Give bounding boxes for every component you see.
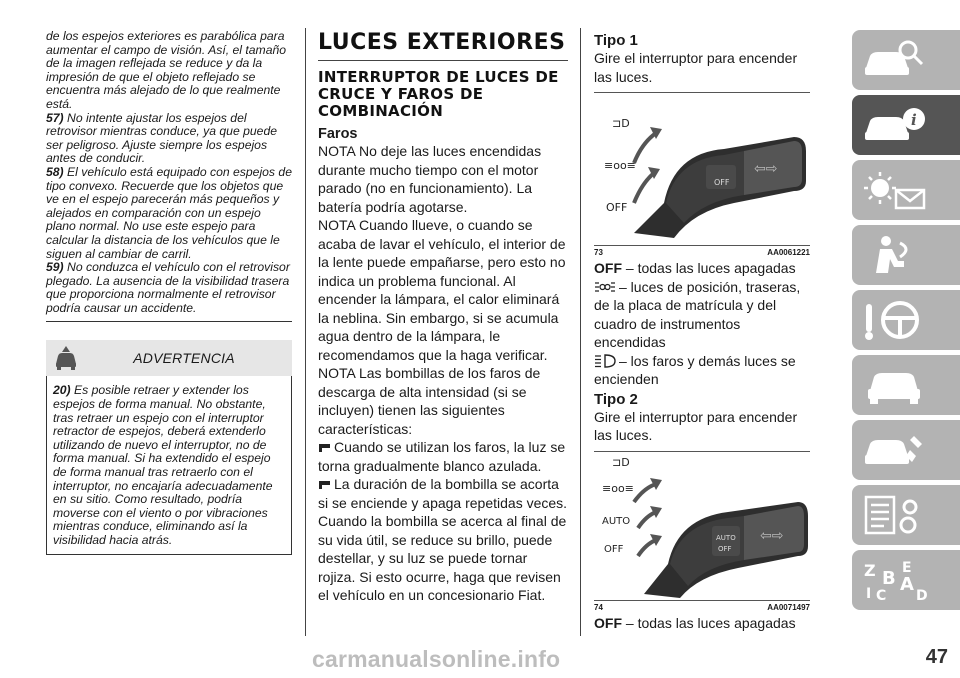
- tab-emergency[interactable]: [852, 355, 960, 415]
- column-divider: [305, 28, 306, 636]
- svg-text:⊐D: ⊐D: [612, 455, 630, 469]
- headlights-text: – los faros y demás luces se encienden: [594, 352, 796, 387]
- figure-number: 74: [594, 602, 603, 612]
- bullet-text: Cuando se utilizan los faros, la luz se torna gradualmente blanco azulada.: [318, 439, 566, 474]
- warning-number: 20): [53, 383, 71, 398]
- svg-text:≡oo≡: ≡oo≡: [602, 481, 634, 495]
- subsection-heading: Faros: [318, 126, 358, 142]
- figure-73: [594, 92, 810, 246]
- steering-wheel-key-icon: [860, 298, 930, 342]
- tab-safety[interactable]: [852, 225, 960, 285]
- tab-car-search[interactable]: [852, 30, 960, 90]
- bullet-item: [318, 438, 568, 475]
- page-title: LUCES EXTERIORES: [318, 30, 566, 55]
- figure-caption: [594, 248, 810, 257]
- checklist-gear-icon: [860, 493, 930, 537]
- svg-text:I: I: [866, 586, 872, 602]
- tab-warning-lights[interactable]: [852, 160, 960, 220]
- figure-code: AA0061221: [767, 248, 810, 257]
- airbag-person-icon: [860, 233, 930, 277]
- off-text: – todas las luces apagadas: [625, 614, 796, 631]
- tab-car-info[interactable]: [852, 95, 960, 155]
- watermark: carmanualsonline.info: [312, 646, 561, 672]
- intro-paragraph: de los espejos exteriores es parabólica para aumentar el campo de visión. Así, el tamaño de la imagen reflejada se reduce y da la impresión de que el objeto reflejado se encuentra más alejado de lo que realmente está.: [46, 29, 287, 111]
- svg-text:D: D: [916, 588, 928, 602]
- car-front-icon: [860, 363, 930, 407]
- warning-header: [46, 340, 292, 376]
- warning-title: ADVERTENCIA: [133, 350, 235, 367]
- svg-text:⊐D: ⊐D: [612, 117, 630, 130]
- note-paragraph: NOTA No deje las luces encendidas durante mucho tiempo con el motor parado (no en funcionamiento). La batería podría agotarse.: [318, 143, 542, 215]
- position-lights-text: – luces de posición, traseras, de la placa de matrícula y del cuadro de instrumentos encendidas: [594, 278, 801, 350]
- left-column: [46, 30, 292, 555]
- knob-off-label: OFF: [718, 544, 732, 553]
- fig-off-label: OFF: [604, 543, 624, 555]
- figure-74: [594, 451, 810, 601]
- svg-text:A: A: [900, 574, 914, 595]
- headlights-icon: [594, 354, 616, 368]
- note-paragraph: NOTA Cuando llueve, o cuando se acaba de lavar el vehículo, el interior de la lente puede empañarse, pero esto no indica un problema funcional. Al encender la lámpara, el calor eliminará la neblina. Sin embargo, si se acumula agua dentro de la lámpara, le recomendamos que la haga verificar.: [318, 217, 566, 363]
- tipo2-heading: Tipo 2: [594, 390, 638, 408]
- bullet-text: La duración de la bombilla se acorta si se enciende y apaga repetidas veces. Cuando la bombilla se acerca al final de su vida útil, se reduce su brillo, puede destellar, y su luz se puede tornar rojiza. Si esto ocurre, haga que revisen el vehículo en un concesionario Fiat.: [318, 476, 568, 603]
- svg-text:⇦⇨: ⇦⇨: [760, 527, 784, 544]
- warning-text: Es posible retraer y extender los espejos de forma manual. No obstante, tras retraer un espejo con el interruptor retractor de espejos, deberá extenderlo utilizando de nuevo el interruptor, no de forma manual. Si ha extendido el espejo de forma manual tras retraerlo con el interruptor, no encajaría adecuadamente en su sitio. Como resultado, podría moverse con el viento o por vibraciones mientras conduce, eliminando así la visibilidad hacia atrás.: [53, 383, 273, 547]
- middle-column: [318, 30, 568, 605]
- note-number: 57): [46, 110, 64, 125]
- note-paragraph: NOTA Las bombillas de los faros de descarga de alta intensidad (si se incluyen) tienen las siguientes características:: [318, 365, 541, 437]
- title-underline: [318, 60, 568, 61]
- alphabet-index-icon: [860, 558, 930, 602]
- light-switch-illustration: [594, 93, 810, 245]
- knob-auto-label: AUTO: [716, 533, 736, 542]
- svg-text:Z: Z: [864, 561, 876, 580]
- car-service-icon: [860, 428, 930, 472]
- knob-off-label: OFF: [714, 178, 730, 187]
- off-description: [594, 614, 810, 633]
- note-58: [46, 166, 292, 261]
- note-text: El vehículo está equipado con espejos de tipo convexo. Recuerde que los objetos que ve en el espejo parecerán más pequeños y alejados en comparación con un espejo plano normal. No use este espejo para calcular la distancia de los vehículos que le siguen al cambiar de carril.: [46, 164, 292, 261]
- off-text: – todas las luces apagadas: [625, 260, 796, 276]
- warning-lights-icon: [860, 168, 930, 212]
- note-number: 59): [46, 260, 64, 275]
- fig-off-label: OFF: [606, 201, 628, 214]
- car-search-icon: [860, 38, 930, 82]
- note-text: No conduzca el vehículo con el retrovisor plegado. La ausencia de la visibilidad trasera que proporciona normalmente el retrovisor podría causar un accidente.: [46, 260, 290, 315]
- off-key: OFF: [594, 614, 622, 631]
- position-lights-description: [594, 278, 810, 352]
- note-number: 58): [46, 164, 64, 179]
- column-divider: [580, 28, 581, 636]
- headlights-description: [594, 352, 810, 389]
- chapter-sidebar: [852, 30, 960, 615]
- svg-text:⇦⇨: ⇦⇨: [754, 161, 778, 177]
- bullet-marker-icon: [318, 443, 332, 453]
- fig-auto-label: AUTO: [602, 515, 631, 527]
- right-column: [594, 30, 810, 632]
- tab-starting-driving[interactable]: [852, 290, 960, 350]
- figure-number: 73: [594, 248, 603, 257]
- warning-body: [46, 376, 292, 554]
- tab-index[interactable]: [852, 550, 960, 610]
- tab-technical-data[interactable]: [852, 485, 960, 545]
- note-text: No intente ajustar los espejos del retrovisor mientras conduce, ya que puede ser peligroso. Ajuste siempre los espejos antes de conducir.: [46, 110, 278, 166]
- page-number: 47: [925, 646, 948, 668]
- tipo1-heading: Tipo 1: [594, 32, 638, 49]
- bullet-marker-icon: [318, 480, 332, 490]
- tab-maintenance[interactable]: [852, 420, 960, 480]
- svg-text:E: E: [902, 560, 912, 576]
- light-switch-auto-illustration: [594, 452, 810, 600]
- svg-text:≡oo≡: ≡oo≡: [604, 159, 636, 172]
- car-info-icon: [860, 103, 930, 147]
- bullet-item: [318, 475, 568, 605]
- off-key: OFF: [594, 260, 622, 276]
- off-description: [594, 259, 810, 278]
- section-heading: INTERRUPTOR DE LUCES DE CRUCE Y FAROS DE COMBINACIÓN: [318, 68, 559, 120]
- figure-caption: [594, 603, 810, 612]
- section-divider: [46, 321, 292, 322]
- svg-text:C: C: [876, 588, 887, 602]
- tipo2-text: Gire el interruptor para encender las luces.: [594, 408, 798, 443]
- position-lights-icon: [594, 280, 616, 294]
- svg-text:i: i: [911, 111, 917, 129]
- figure-code: AA0071497: [767, 602, 810, 612]
- note-57: [46, 112, 292, 166]
- tipo1-text: Gire el interruptor para encender las luces.: [594, 50, 798, 85]
- svg-text:B: B: [882, 568, 896, 589]
- note-59: [46, 261, 292, 315]
